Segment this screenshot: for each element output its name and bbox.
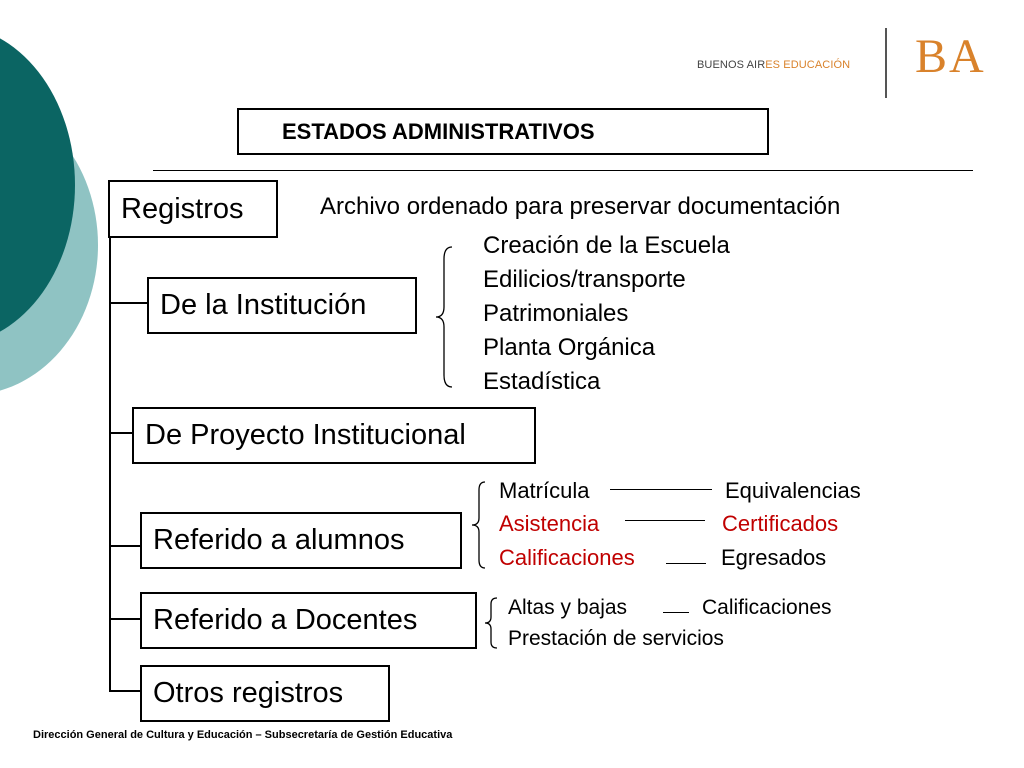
box-registros bbox=[108, 180, 278, 238]
box-otros-label: Otros registros bbox=[153, 677, 344, 709]
logo-mark: BA bbox=[915, 30, 986, 83]
docentes-row-right: Calificaciones bbox=[702, 596, 832, 619]
footer-text: Dirección General de Cultura y Educación – Subsecretaría de Gestión Educativa bbox=[33, 729, 453, 741]
institucion-item: Planta Orgánica bbox=[483, 334, 656, 361]
box-institucion-label: De la Institución bbox=[160, 289, 367, 321]
alumnos-row-left-highlight: Asistencia bbox=[499, 511, 600, 536]
box-docentes bbox=[140, 592, 477, 649]
alumnos-row-right: Equivalencias bbox=[725, 478, 861, 503]
logo-text-accent: ES EDUCACIÓN bbox=[765, 59, 851, 71]
institucion-item: Patrimoniales bbox=[483, 300, 629, 327]
box-otros bbox=[140, 665, 390, 722]
connector-line bbox=[625, 520, 705, 521]
brace-docentes bbox=[485, 596, 503, 651]
logo-divider bbox=[885, 28, 887, 98]
docentes-row-left: Prestación de servicios bbox=[508, 627, 724, 650]
connector-line bbox=[610, 489, 712, 490]
institucion-item: Edilicios/transporte bbox=[483, 266, 686, 293]
alumnos-row-right: Egresados bbox=[721, 545, 827, 570]
alumnos-row-left-highlight: Calificaciones bbox=[499, 545, 635, 570]
brace-institucion bbox=[436, 245, 460, 390]
branch-line-proyecto bbox=[109, 432, 132, 434]
box-registros-label: Registros bbox=[121, 192, 244, 225]
title-rule bbox=[153, 170, 973, 171]
box-alumnos bbox=[140, 512, 462, 569]
logo-text-main: BUENOS AIR bbox=[697, 59, 766, 71]
branch-line-otros bbox=[109, 690, 140, 692]
connector-line bbox=[666, 563, 706, 564]
branch-line-alumnos bbox=[109, 545, 140, 547]
alumnos-row-right-highlight: Certificados bbox=[722, 511, 839, 536]
box-institucion bbox=[147, 277, 417, 334]
box-proyecto bbox=[132, 407, 536, 464]
institucion-item: Creación de la Escuela bbox=[483, 232, 730, 259]
brace-alumnos bbox=[472, 480, 492, 570]
box-alumnos-label: Referido a alumnos bbox=[153, 524, 405, 556]
institucion-item: Estadística bbox=[483, 368, 601, 395]
registros-description: Archivo ordenado para preservar documentación bbox=[320, 193, 841, 220]
branch-line-docentes bbox=[109, 618, 140, 620]
docentes-row-left: Altas y bajas bbox=[508, 596, 628, 619]
alumnos-row-left: Matrícula bbox=[499, 478, 590, 503]
box-proyecto-label: De Proyecto Institucional bbox=[145, 419, 466, 451]
box-docentes-label: Referido a Docentes bbox=[153, 604, 418, 636]
connector-line bbox=[663, 612, 689, 613]
branch-line-institucion bbox=[109, 302, 147, 304]
logo-text bbox=[697, 59, 850, 71]
page-title: ESTADOS ADMINISTRATIVOS bbox=[282, 119, 595, 144]
